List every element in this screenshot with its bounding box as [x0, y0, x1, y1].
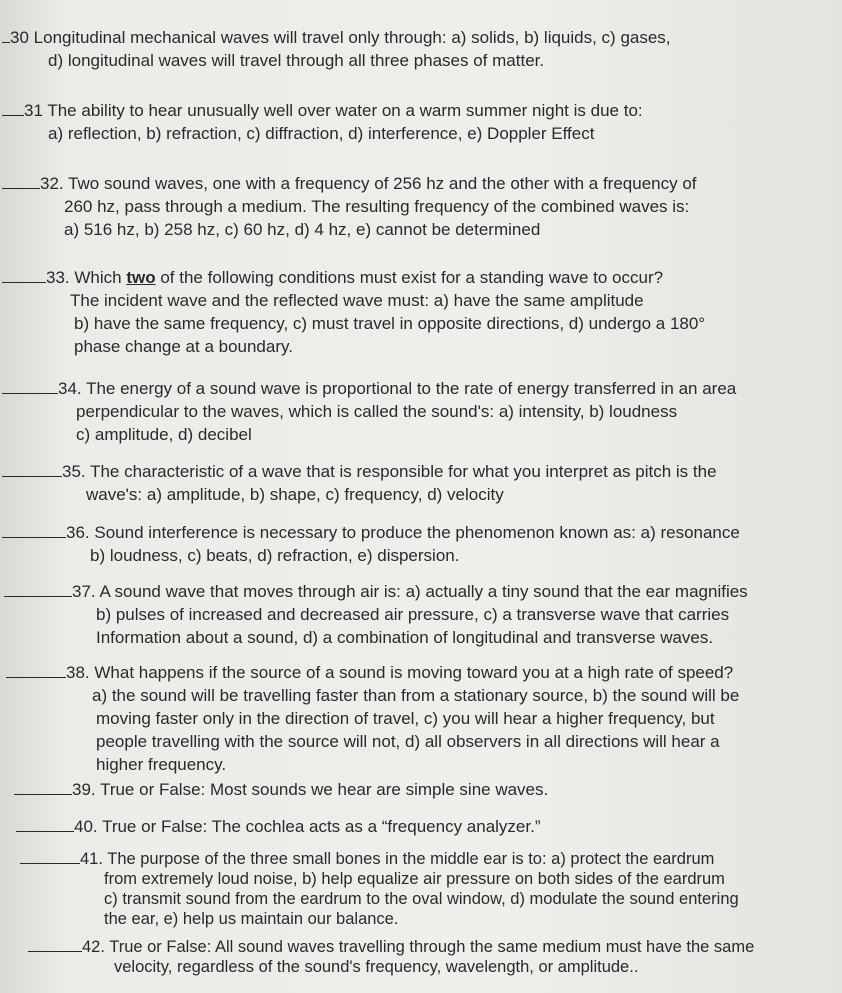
question-38 — [6, 661, 739, 776]
question-text: a) the sound will be travelling faster than from a stationary source, b) the sound will be — [92, 686, 740, 705]
question-number: 31 — [24, 101, 43, 120]
answer-blank[interactable] — [14, 779, 72, 795]
question-text: perpendicular to the waves, which is called the sound's: a) intensity, b) loudness — [76, 402, 678, 421]
answer-blank[interactable] — [6, 662, 66, 678]
question-text: Information about a sound, d) a combination of longitudinal and transverse waves. — [96, 628, 714, 647]
question-42 — [28, 936, 754, 977]
question-36 — [2, 521, 740, 567]
question-text: Which — [74, 268, 127, 287]
question-text: b) loudness, c) beats, d) refraction, e) dispersion. — [90, 546, 460, 565]
question-text: the ear, e) help us maintain our balance. — [104, 910, 399, 928]
answer-blank[interactable] — [16, 816, 74, 832]
answer-blank[interactable] — [4, 581, 72, 597]
answer-blank[interactable] — [2, 100, 24, 116]
question-number: 36. — [66, 523, 90, 542]
question-39 — [14, 778, 548, 801]
question-text: a) reflection, b) refraction, c) diffraction, d) interference, e) Doppler Effect — [48, 124, 595, 143]
question-number: 32. — [40, 174, 64, 193]
question-text: True or False: All sound waves travelling through the same medium must have the same — [109, 938, 755, 956]
question-text: Longitudinal mechanical waves will travel only through: a) solids, b) liquids, c) gases, — [33, 28, 671, 47]
answer-blank[interactable] — [2, 27, 10, 43]
answer-blank[interactable] — [2, 378, 58, 394]
question-text: The purpose of the three small bones in the middle ear is to: a) protect the eardrum — [107, 850, 715, 868]
question-37 — [4, 580, 748, 649]
question-33 — [2, 266, 705, 358]
answer-blank[interactable] — [2, 173, 40, 189]
question-31 — [2, 99, 643, 145]
question-41 — [20, 848, 739, 929]
question-text: c) transmit sound from the eardrum to the oval window, d) modulate the sound entering — [104, 890, 739, 908]
question-text: The ability to hear unusually well over water on a warm summer night is due to: — [47, 101, 643, 120]
question-number: 35. — [62, 462, 86, 481]
emphasis-word: two — [126, 268, 156, 287]
question-text: True or False: The cochlea acts as a “frequency analyzer.” — [102, 817, 541, 836]
answer-blank[interactable] — [20, 848, 80, 864]
question-text: a) 516 hz, b) 258 hz, c) 60 hz, d) 4 hz, e) cannot be determined — [64, 220, 541, 239]
answer-blank[interactable] — [2, 522, 66, 538]
question-text: of the following conditions must exist for a standing wave to occur? — [155, 268, 664, 287]
question-text: Two sound waves, one with a frequency of 256 hz and the other with a frequency of — [68, 174, 697, 193]
question-text: wave's: a) amplitude, b) shape, c) frequency, d) velocity — [86, 485, 504, 504]
question-text: velocity, regardless of the sound's frequency, wavelength, or amplitude.. — [114, 958, 639, 976]
question-text: from extremely loud noise, b) help equalize air pressure on both sides of the eardrum — [104, 870, 725, 888]
question-40 — [16, 815, 541, 838]
question-text: The characteristic of a wave that is responsible for what you interpret as pitch is the — [90, 462, 717, 481]
question-text: The incident wave and the reflected wave must: a) have the same amplitude — [70, 291, 644, 310]
question-text: b) have the same frequency, c) must travel in opposite directions, d) undergo a 180° — [74, 314, 706, 333]
question-number: 38. — [66, 663, 90, 682]
question-text: A sound wave that moves through air is: a) actually a tiny sound that the ear magnifies — [99, 582, 748, 601]
question-number: 41. — [80, 850, 103, 868]
question-number: 30 — [10, 28, 29, 47]
question-number: 33. — [46, 268, 70, 287]
question-number: 40. — [74, 817, 98, 836]
question-text: people travelling with the source will not, d) all observers in all directions will hear a — [96, 732, 720, 751]
question-text: 260 hz, pass through a medium. The resulting frequency of the combined waves is: — [64, 197, 690, 216]
question-32 — [2, 172, 697, 241]
question-35 — [2, 460, 717, 506]
question-text: phase change at a boundary. — [74, 337, 293, 356]
answer-blank[interactable] — [28, 936, 82, 952]
question-text: higher frequency. — [96, 755, 227, 774]
question-text: d) longitudinal waves will travel through all three phases of matter. — [48, 51, 545, 70]
question-text: The energy of a sound wave is proportional to the rate of energy transferred in an area — [86, 379, 737, 398]
question-text: Sound interference is necessary to produce the phenomenon known as: a) resonance — [94, 523, 740, 542]
question-number: 39. — [72, 780, 96, 799]
question-34 — [2, 377, 736, 446]
question-text: c) amplitude, d) decibel — [76, 425, 252, 444]
question-number: 42. — [82, 938, 105, 956]
answer-blank[interactable] — [2, 267, 46, 283]
question-30 — [2, 26, 671, 72]
question-text: True or False: Most sounds we hear are simple sine waves. — [100, 780, 549, 799]
question-text: What happens if the source of a sound is moving toward you at a high rate of speed? — [94, 663, 734, 682]
question-text: b) pulses of increased and decreased air pressure, c) a transverse wave that carries — [96, 605, 730, 624]
answer-blank[interactable] — [2, 461, 62, 477]
question-number: 34. — [58, 379, 82, 398]
question-number: 37. — [72, 582, 96, 601]
question-text: moving faster only in the direction of travel, c) you will hear a higher frequency, but — [96, 709, 715, 728]
